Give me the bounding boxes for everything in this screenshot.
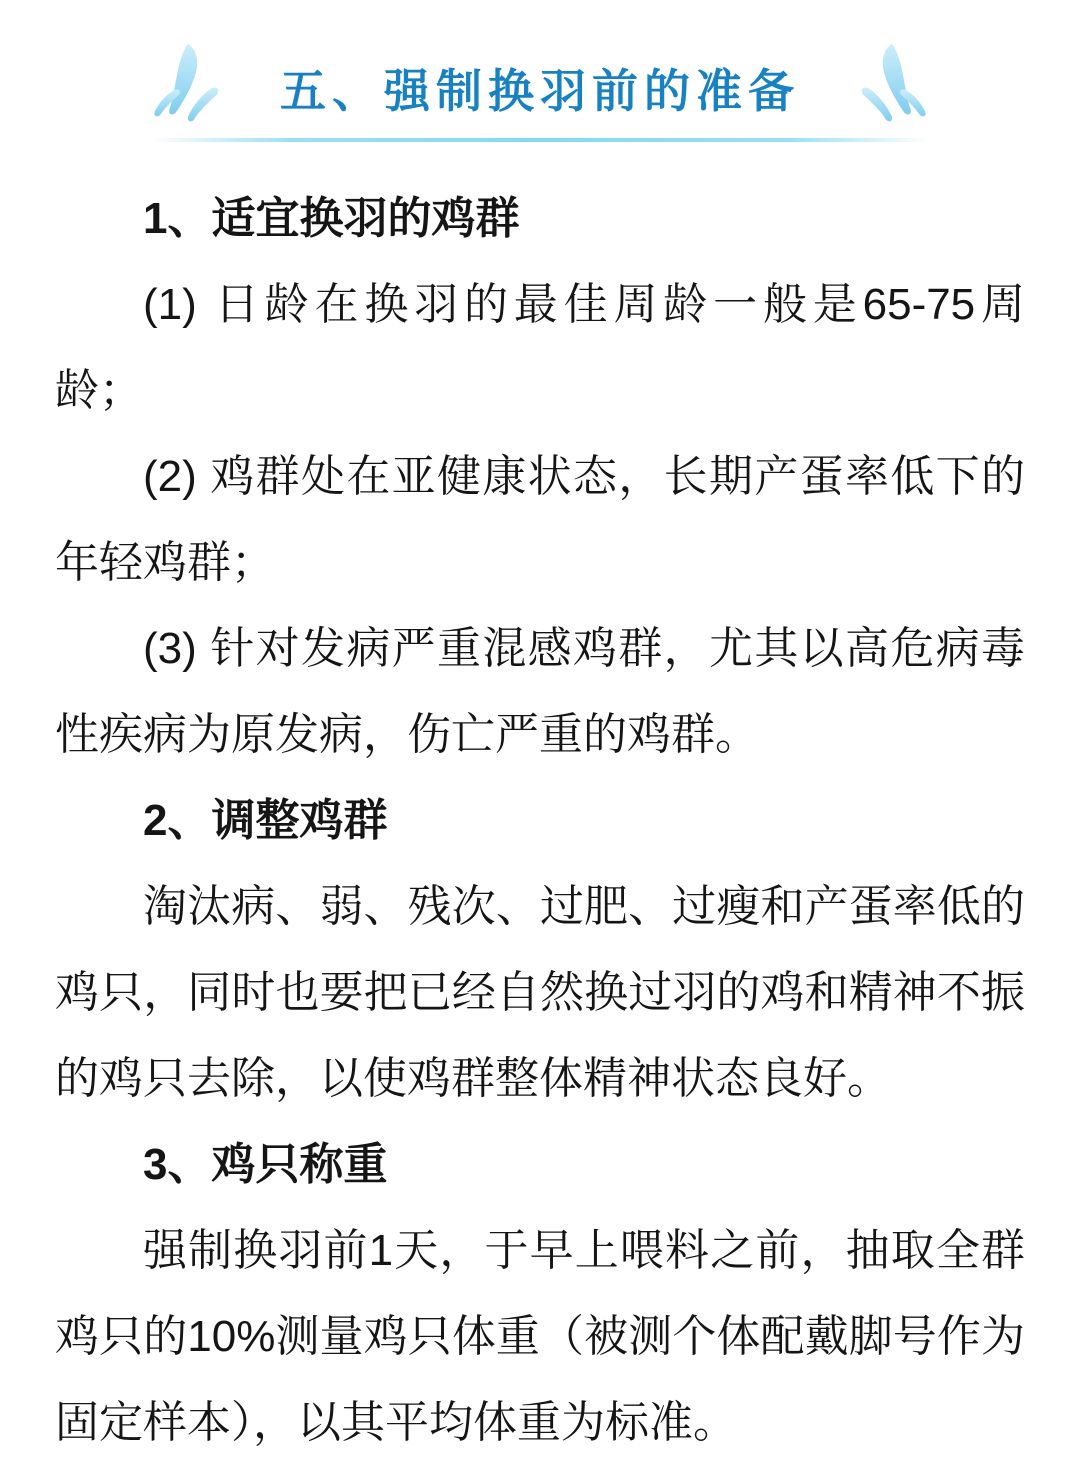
paragraph: (2) 鸡群处在亚健康状态，长期产蛋率低下的年轻鸡群； bbox=[55, 452, 1025, 587]
section-suitable-flocks bbox=[55, 176, 1025, 778]
water-splash-icon bbox=[828, 41, 932, 135]
page-title: 五、强制换羽前的准备 bbox=[280, 65, 800, 117]
section-adjust-flock bbox=[55, 778, 1025, 1122]
article-header bbox=[0, 0, 1080, 142]
section-weighing bbox=[55, 1122, 1025, 1466]
article-body bbox=[0, 142, 1080, 1466]
paragraph: 强制换羽前1天，于早上喂料之前，抽取全群鸡只的10%测量鸡只体重（被测个体配戴脚号作为固定样本），以其平均体重为标准。 bbox=[55, 1226, 1025, 1447]
title-row bbox=[0, 42, 1080, 134]
section-heading: 3、鸡只称重 bbox=[143, 1140, 388, 1189]
water-splash-icon bbox=[148, 41, 252, 135]
paragraph: (1) 日龄在换羽的最佳周龄一般是65-75周龄； bbox=[55, 280, 1025, 415]
section-heading: 1、适宜换羽的鸡群 bbox=[143, 194, 520, 243]
paragraph: 淘汰病、弱、残次、过肥、过瘦和产蛋率低的鸡只，同时也要把已经自然换过羽的鸡和精神不振的鸡只去除，以使鸡群整体精神状态良好。 bbox=[55, 882, 1025, 1103]
section-heading: 2、调整鸡群 bbox=[143, 796, 388, 845]
paragraph: (3) 针对发病严重混感鸡群，尤其以高危病毒性疾病为原发病，伤亡严重的鸡群。 bbox=[55, 624, 1025, 759]
